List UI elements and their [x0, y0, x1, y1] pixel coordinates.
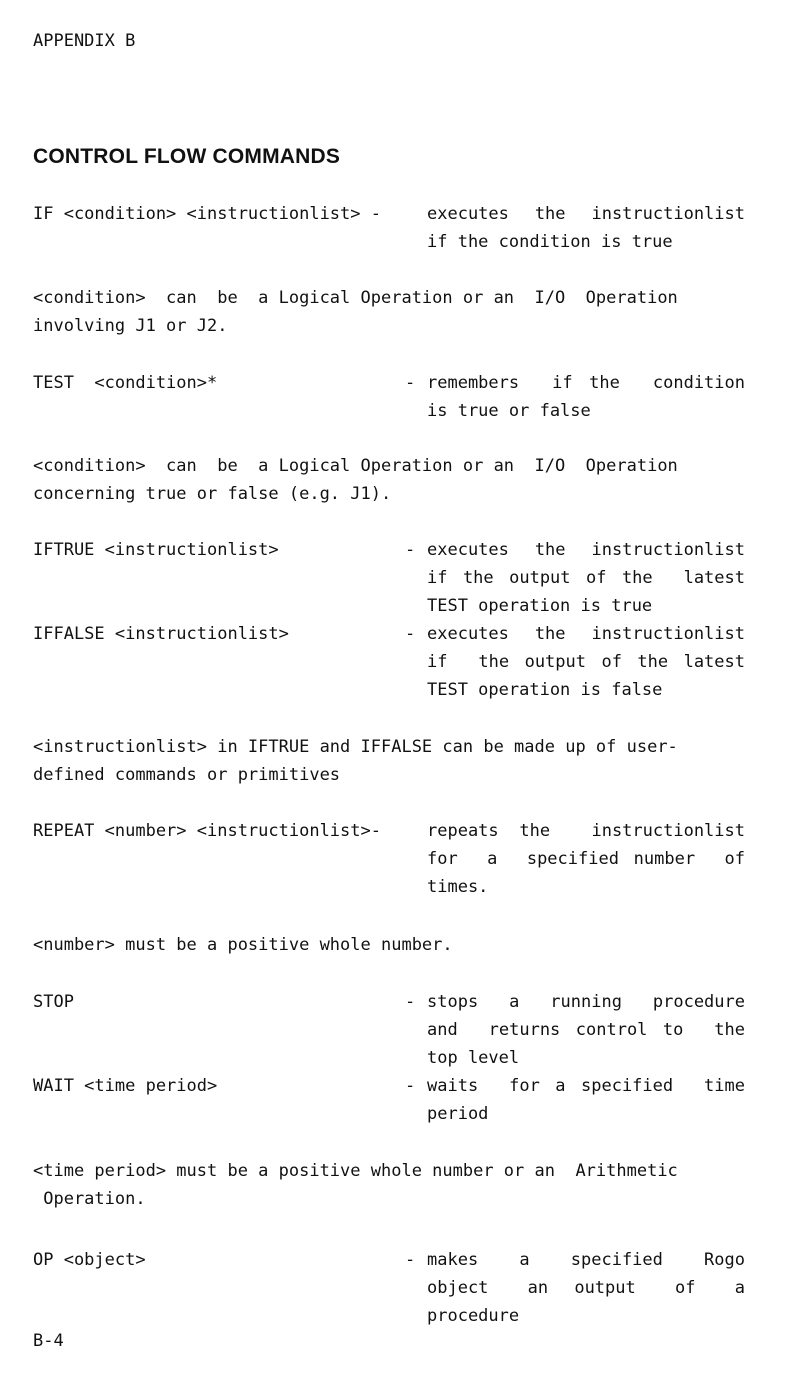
note-line: <instructionlist> in IFTRUE and IFFALSE can be made up of user- — [33, 737, 678, 757]
command-description: waits for a specified time — [427, 1076, 745, 1096]
command-description: stops a running procedure — [427, 992, 745, 1012]
command-signature: IFFALSE <instructionlist> — [33, 624, 289, 644]
command-signature: IFTRUE <instructionlist> — [33, 540, 279, 560]
command-description: times. — [427, 877, 489, 897]
command-description: object an output of a — [427, 1278, 745, 1298]
command-description: if the condition is true — [427, 232, 673, 252]
command-description: is true or false — [427, 401, 591, 421]
command-description: remembers if the condition — [427, 373, 745, 393]
description-dash: - — [405, 540, 416, 560]
command-description: makes a specified Rogo — [427, 1250, 745, 1270]
note-line: concerning true or false (e.g. J1). — [33, 484, 392, 504]
command-description: if the output of the latest — [427, 568, 745, 588]
note-line: involving J1 or J2. — [33, 316, 228, 336]
description-dash: - — [405, 1250, 416, 1270]
description-dash: - — [405, 624, 416, 644]
command-description: period — [427, 1104, 489, 1124]
command-description: TEST operation is false — [427, 680, 663, 700]
page-number: B-4 — [33, 1331, 64, 1351]
section-title: CONTROL FLOW COMMANDS — [33, 145, 341, 168]
note-line: defined commands or primitives — [33, 765, 341, 785]
command-signature: TEST <condition>* — [33, 373, 218, 393]
note-line: <condition> can be a Logical Operation or an I/O Operation — [33, 456, 678, 476]
command-description: executes the instructionlist — [427, 540, 745, 560]
description-dash: - — [405, 992, 416, 1012]
note-line: <time period> must be a positive whole number or an Arithmetic — [33, 1161, 678, 1181]
command-signature: REPEAT <number> <instructionlist>- — [33, 821, 381, 841]
command-description: if the output of the latest — [427, 652, 745, 672]
appendix-label: APPENDIX B — [33, 31, 136, 51]
command-description: repeats the instructionlist — [427, 821, 745, 841]
command-description: TEST operation is true — [427, 596, 653, 616]
note-line: <condition> can be a Logical Operation or an I/O Operation — [33, 288, 678, 308]
description-dash: - — [405, 1076, 416, 1096]
command-description: top level — [427, 1048, 520, 1068]
command-description: and returns control to the — [427, 1020, 745, 1040]
description-dash: - — [405, 373, 416, 393]
command-signature: STOP — [33, 992, 74, 1012]
command-description: procedure — [427, 1306, 520, 1326]
note-number: <number> must be a positive whole number. — [33, 935, 453, 955]
command-signature: WAIT <time period> — [33, 1076, 218, 1096]
command-signature: OP <object> — [33, 1250, 146, 1270]
command-description: for a specified number of — [427, 849, 745, 869]
command-description: executes the instructionlist — [427, 624, 745, 644]
command-signature: IF <condition> <instructionlist> - — [33, 204, 381, 224]
note-line: Operation. — [33, 1189, 146, 1209]
command-description: executes the instructionlist — [427, 204, 745, 224]
